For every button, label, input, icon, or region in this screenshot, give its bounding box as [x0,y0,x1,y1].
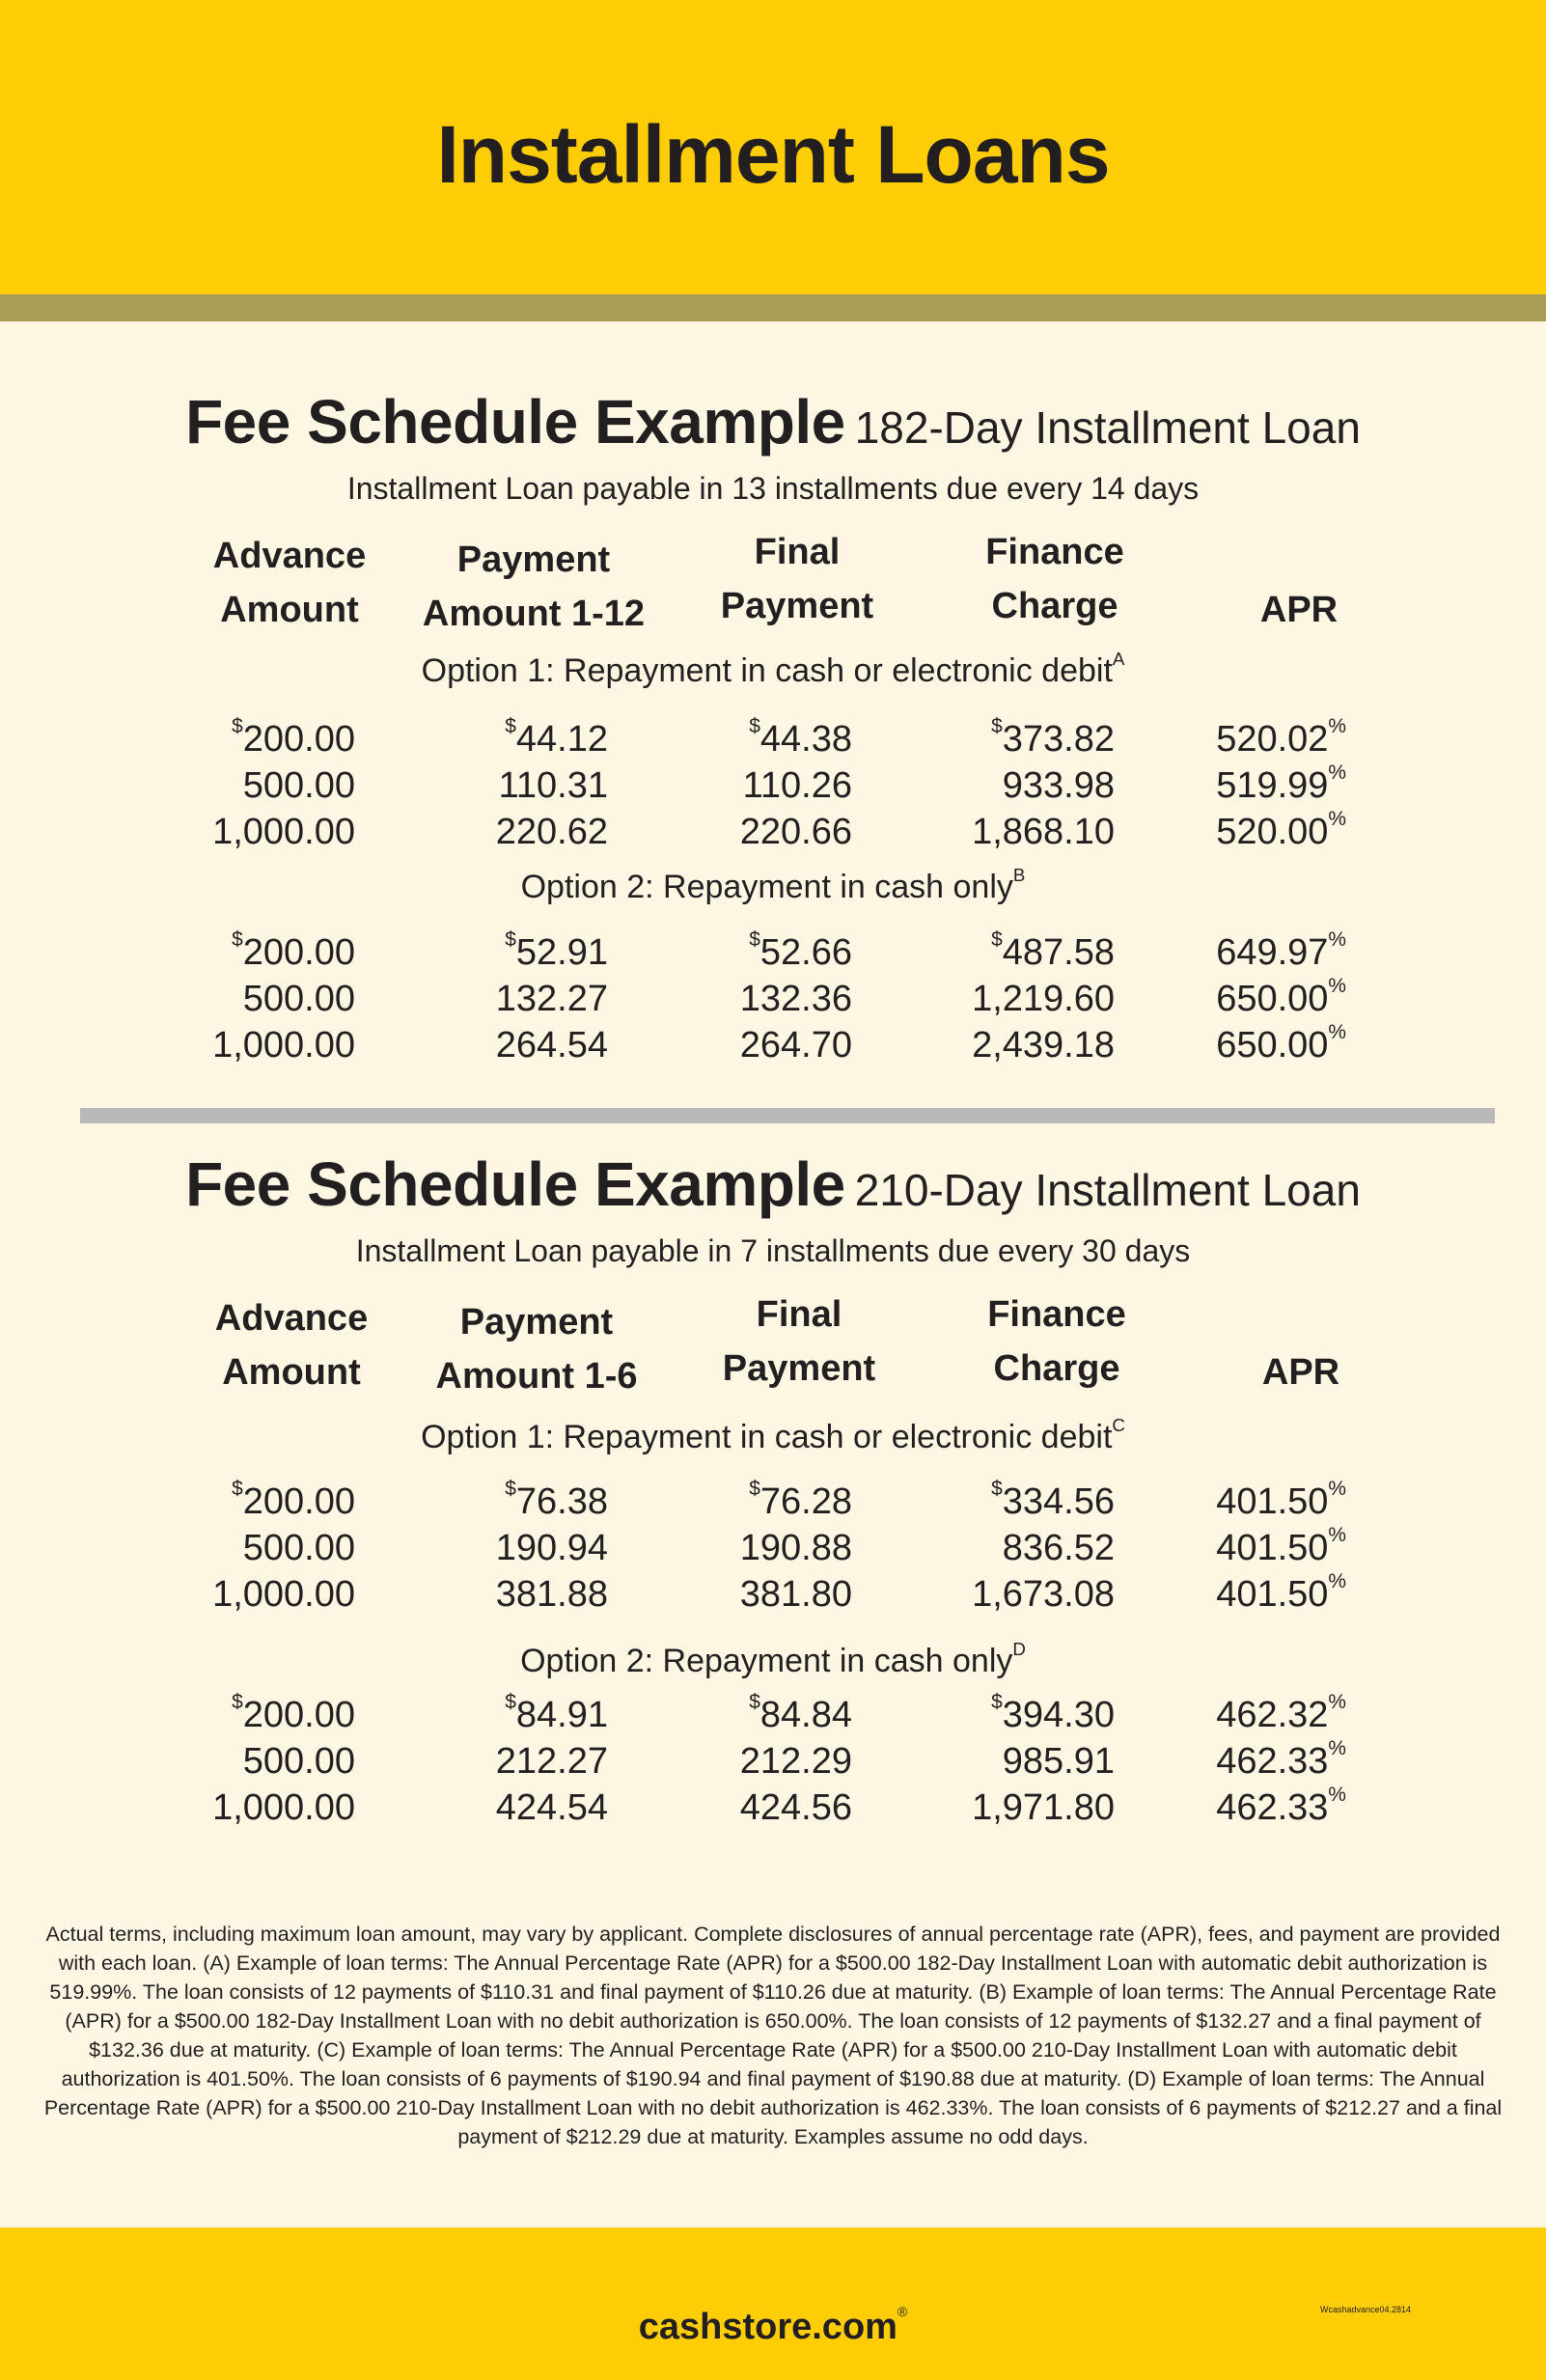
cell-value: 220.62 [495,812,608,852]
cell-value: 212.27 [495,1741,608,1782]
cell-value: 500.00 [242,1741,355,1782]
cell-advance [124,1787,355,1829]
option-1-label: Option 1: Repayment in cash or electronic debit$^A$ [421,649,1125,689]
cell-value: 500.00 [242,765,355,806]
cell-value: 110.31 [498,765,608,806]
cell-value: 401.50 [1216,1528,1329,1568]
cell-apr [1115,927,1346,974]
cell-value: 1,000.00 [212,1025,355,1065]
cell-advance [124,765,355,807]
cell-value: 500.00 [242,979,355,1019]
cell-final [621,1574,852,1616]
cell-final [621,1690,852,1736]
cell-value: 200.00 [242,1481,355,1522]
cell-value: 985.91 [1002,1741,1115,1782]
cell-payment [376,927,608,974]
cell-advance [124,979,355,1020]
cell-value: 1,971.80 [972,1787,1115,1828]
percent-sign: % [1328,807,1346,830]
cell-advance [124,1477,355,1523]
dollar-sign: $ [232,927,243,951]
cell-final [621,812,852,853]
cell-apr [1115,1736,1346,1783]
cell-apr [1115,1783,1346,1829]
cell-value: 1,000.00 [212,1787,355,1828]
cell-value: 649.97 [1216,932,1329,973]
cell-value: 462.33 [1216,1787,1329,1828]
cell-value: 1,673.08 [972,1574,1115,1615]
dollar-sign: $ [505,714,516,737]
cell-advance [124,1528,355,1569]
cell-value: 44.12 [515,719,608,760]
section-heading-main: Fee Schedule Example [185,1149,845,1219]
percent-sign: % [1328,1477,1346,1500]
cell-value: 84.84 [759,1695,852,1735]
cell-value: 650.00 [1216,979,1329,1019]
cell-finance [883,765,1115,807]
percent-sign: % [1328,1736,1346,1759]
cell-value: 519.99 [1216,765,1329,806]
cell-value: 933.98 [1002,765,1115,806]
footer-website[interactable]: cashstore.com® [638,2304,908,2347]
dollar-sign: $ [505,927,516,951]
cell-apr [1115,1477,1346,1523]
cell-final [621,714,852,761]
cell-value: 373.82 [1002,719,1115,760]
cell-value: 401.50 [1216,1574,1329,1615]
cell-payment [376,1787,608,1829]
dollar-sign: $ [232,714,243,737]
disclaimer-text: Actual terms, including maximum loan amount, may vary by applicant. Complete disclosures of annual percentage rate (APR), fees, and payment are provided with each loan. (A) Example of loan terms: The Annual Percentage Rate (APR) for a $500.00 182-Day Installment Loan with automatic debit authorization is 519.99%. The loan consists of 12 payments of $110.31 and final payment of $110.26 due at maturity. (B) Example of loan terms: The Annual Percentage Rate (APR) for a $500.00 182-Day Installment Loan with no debit authorization is 650.00%. The loan consists of 12 payments of $132.27 and a final payment of $132.36 due at maturity. (C) Example of loan terms: The Annual Percentage Rate (APR) for a $500.00 210-Day Installment Loan with automatic debit authorization is 401.50%. The loan consists of 6 payments of $190.94 and final payment of $190.88 due at maturity. (D) Example of loan terms: The Annual Percentage Rate (APR) for a $500.00 210-Day Installment Loan with no debit authorization is 462.33%. The loan consists of 6 payments of $212.27 and a final payment of $212.29 due at maturity. Examples assume no odd days. [43,1923,1503,2148]
section-heading-sub: 182-Day Installment Loan [854,402,1361,453]
cell-advance [124,812,355,853]
cell-value: 500.00 [242,1528,355,1568]
cell-value: 84.91 [515,1695,608,1735]
cell-payment [376,1477,608,1523]
dollar-sign: $ [991,1690,1003,1713]
cell-value: 212.29 [739,1741,852,1782]
cell-value: 650.00 [1216,1025,1329,1065]
percent-sign: % [1328,974,1346,997]
percent-sign: % [1328,1690,1346,1713]
cell-apr [1115,1020,1346,1066]
cell-advance [124,1690,355,1736]
page-title: Installment Loans [436,109,1110,200]
cell-value: 76.28 [759,1481,852,1522]
col-finance-charge: Finance Charge [985,532,1124,626]
cell-finance [883,1025,1115,1066]
cell-payment [376,1574,608,1616]
dollar-sign: $ [749,714,760,737]
section-heading-main: Fee Schedule Example [185,387,845,457]
cell-value: 200.00 [242,932,355,973]
cell-value: 52.66 [759,932,852,973]
cell-final [621,1787,852,1829]
cell-apr [1115,1569,1346,1616]
cell-value: 110.26 [742,765,852,806]
cell-value: 190.94 [495,1528,608,1568]
percent-sign: % [1328,1783,1346,1806]
cell-apr [1115,1523,1346,1569]
dollar-sign: $ [232,1690,243,1713]
cell-value: 132.36 [739,979,852,1019]
cell-value: 836.52 [1002,1528,1115,1568]
cell-value: 462.32 [1216,1695,1329,1735]
col-advance-amount: Advance Amount [212,536,367,630]
cell-finance [883,979,1115,1020]
cell-finance [883,1477,1115,1523]
dollar-sign: $ [749,1477,760,1500]
cell-apr [1115,714,1346,761]
cell-value: 381.88 [495,1574,608,1615]
percent-sign: % [1328,927,1346,951]
section-divider [80,1108,1495,1123]
cell-value: 132.27 [495,979,608,1019]
cell-value: 1,219.60 [972,979,1115,1019]
footer-banner [0,2228,1546,2380]
cell-final [621,1025,852,1066]
cell-value: 394.30 [1002,1695,1115,1735]
col-apr: APR [1261,1352,1340,1393]
cell-payment [376,1690,608,1736]
cell-value: 1,868.10 [972,812,1115,852]
cell-value: 462.33 [1216,1741,1329,1782]
cell-value: 200.00 [242,719,355,760]
cell-apr [1115,1690,1346,1736]
cell-finance [883,1528,1115,1569]
dollar-sign: $ [232,1477,243,1500]
cell-value: 334.56 [1002,1481,1115,1522]
cell-value: 264.54 [495,1025,608,1065]
dollar-sign: $ [991,927,1003,951]
cell-payment [376,1025,608,1066]
cell-finance [883,1741,1115,1783]
percent-sign: % [1328,1569,1346,1592]
cell-value: 52.91 [515,932,608,973]
cell-value: 200.00 [242,1695,355,1735]
cell-value: 401.50 [1216,1481,1329,1522]
cell-advance [124,1741,355,1783]
cell-value: 264.70 [739,1025,852,1065]
dollar-sign: $ [505,1690,516,1713]
cell-apr [1115,807,1346,853]
cell-finance [883,714,1115,761]
cell-value: 424.54 [495,1787,608,1828]
cell-value: 424.56 [739,1787,852,1828]
cell-value: 2,439.18 [972,1025,1115,1065]
cell-advance [124,927,355,974]
cell-payment [376,1741,608,1783]
cell-final [621,765,852,807]
percent-sign: % [1328,714,1346,737]
cell-final [621,1741,852,1783]
cell-value: 520.00 [1216,812,1329,852]
section-heading [0,1148,1546,1220]
cell-value: 487.58 [1002,932,1115,973]
cell-final [621,927,852,974]
percent-sign: % [1328,1523,1346,1546]
percent-sign: % [1328,1020,1346,1043]
cell-finance [883,1787,1115,1829]
cell-payment [376,714,608,761]
col-payment-amount: Payment Amount 1-6 [435,1302,638,1397]
cell-final [621,1528,852,1569]
dollar-sign: $ [749,1690,760,1713]
dollar-sign: $ [991,714,1003,737]
cell-advance [124,1025,355,1066]
option-1-label: Option 1: Repayment in cash or electronic debit$^C$ [421,1415,1125,1455]
cell-finance [883,927,1115,974]
col-finance-charge: Finance Charge [987,1294,1126,1389]
option-2-label: Option 2: Repayment in cash only$^D$ [520,1639,1026,1679]
cell-value: 44.38 [759,719,852,760]
cell-advance [124,714,355,761]
header-stripe [0,294,1546,321]
cell-value: 220.66 [739,812,852,852]
dollar-sign: $ [749,927,760,951]
section-description: Installment Loan payable in 13 installments due every 14 days [346,471,1200,506]
dollar-sign: $ [991,1477,1003,1500]
cell-finance [883,812,1115,853]
cell-final [621,1477,852,1523]
percent-sign: % [1328,761,1346,784]
cell-finance [883,1690,1115,1736]
cell-final [621,979,852,1020]
cell-payment [376,979,608,1020]
cell-payment [376,765,608,807]
cell-advance [124,1574,355,1616]
col-payment-amount: Payment Amount 1-12 [422,540,646,634]
section-heading [0,386,1546,457]
cell-apr [1115,761,1346,807]
cell-value: 1,000.00 [212,812,355,852]
col-final-payment: Final Payment [722,1294,876,1389]
section-description: Installment Loan payable in 7 installments due every 30 days [355,1233,1191,1268]
cell-value: 1,000.00 [212,1574,355,1615]
cell-value: 190.88 [739,1528,852,1568]
cell-value: 381.80 [739,1574,852,1615]
footer-code: Wcashadvance04.2814 [1320,2305,1412,2314]
col-final-payment: Final Payment [720,532,874,626]
col-apr: APR [1259,590,1339,630]
cell-apr [1115,974,1346,1020]
cell-value: 520.02 [1216,719,1329,760]
cell-payment [376,1528,608,1569]
option-2-label: Option 2: Repayment in cash only$^B$ [520,865,1026,905]
cell-value: 76.38 [515,1481,608,1522]
cell-finance [883,1574,1115,1616]
section-heading-sub: 210-Day Installment Loan [854,1165,1361,1215]
col-advance-amount: Advance Amount [214,1298,369,1393]
dollar-sign: $ [505,1477,516,1500]
cell-payment [376,812,608,853]
